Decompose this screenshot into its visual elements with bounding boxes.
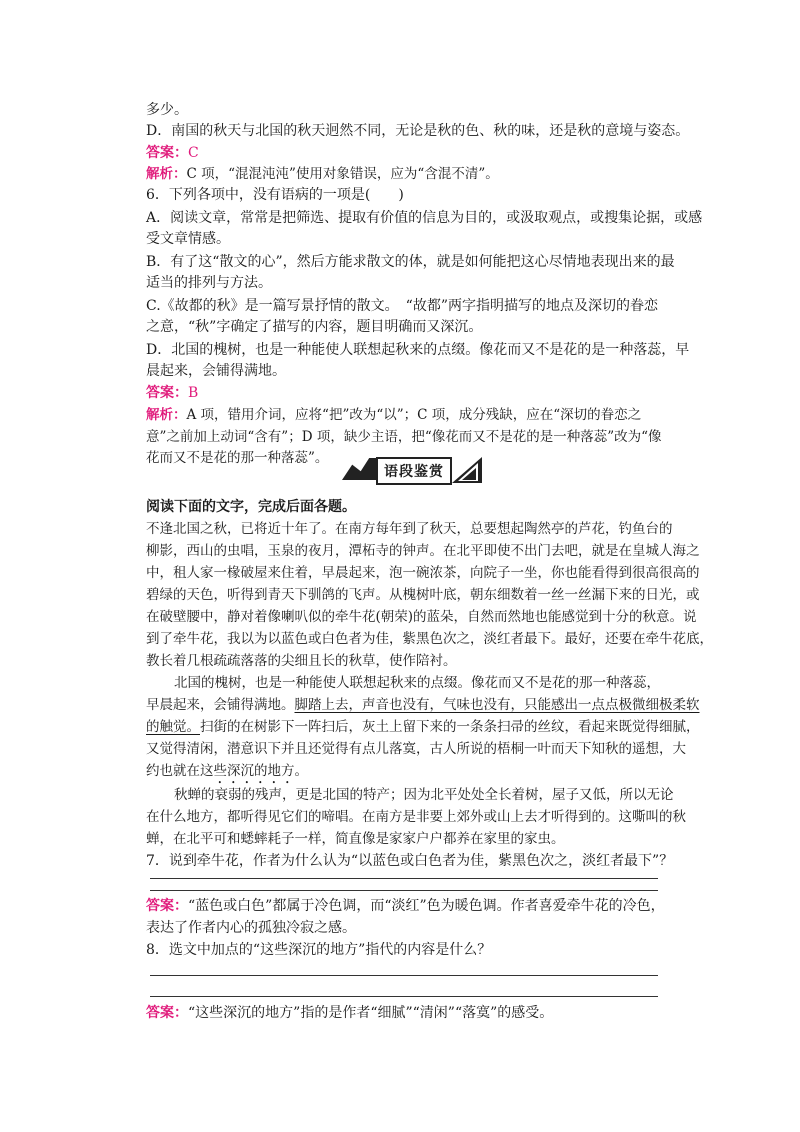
answer-blank-line bbox=[150, 890, 658, 891]
analysis-line bbox=[146, 405, 666, 425]
question-8: 8．选文中加点的“这些深沉的地方”指代的内容是什么？ bbox=[146, 942, 492, 958]
passage-text: 扫街的在树影下一阵扫后，灰土上留下来的一条条扫帚的丝纹，看起来既觉得细腻， bbox=[200, 719, 700, 735]
answer-blank-line bbox=[150, 996, 658, 997]
passage-line: 碧绿的天色，听得到青天下驯鸽的飞声。从槐树叶底，朝东细数着一丝一丝漏下来的日光，或 bbox=[146, 587, 700, 603]
analysis-label: 解析： bbox=[146, 407, 187, 423]
passage-line: 中，租人家一椽破屋来住着，早晨起来，泡一碗浓茶，向院子一坐，你也能看得到很高很高的 bbox=[146, 565, 700, 581]
answer-blank-line bbox=[150, 878, 658, 879]
answer-line bbox=[146, 143, 666, 163]
section-title: 语段鉴赏 bbox=[376, 457, 452, 485]
answer-value: B bbox=[188, 385, 199, 401]
answer-blank-line bbox=[150, 975, 658, 976]
section-banner bbox=[342, 455, 482, 483]
underlined-text: 的触觉。 bbox=[146, 719, 200, 735]
passage-line: 不逢北国之秋，已将近十年了。在南方每年到了秋天，总要想起陶然亭的芦花，钓鱼台的 bbox=[146, 521, 673, 537]
text-line: 多少。 bbox=[146, 102, 188, 118]
banner-decoration bbox=[452, 457, 482, 483]
answer-label: 答案： bbox=[146, 385, 188, 401]
answer-value: C bbox=[188, 145, 199, 161]
question-7: 7．说到牵牛花，作者为什么认为“以蓝色或白色者为佳，紫黑色次之，淡红者最下”？ bbox=[146, 853, 674, 869]
passage-line: 柳影，西山的虫唱，玉泉的夜月，潭柘寺的钟声。在北平即使不出门去吧，就是在皇城人海之 bbox=[146, 543, 700, 559]
passage-line bbox=[146, 717, 700, 737]
passage-line: 在什么地方，都听得见它们的啼唱。在南方是非要上郊外或山上去才听得到的。这嘶叫的秋 bbox=[146, 809, 686, 825]
option-c: C.《故都的秋》是一篇写景抒情的散文。 “故都”两字指明描写的地点及深切的眷恋 bbox=[146, 298, 658, 314]
passage-line: 在破壁腰中，静对着像喇叭似的牵牛花(朝荣)的蓝朵，自然而然地也能感觉到十分的秋意。说 bbox=[146, 609, 697, 625]
option-d: D．北国的槐树，也是一种能使人联想起秋来的点缀。像花而又不是花的是一种落蕊，早 bbox=[146, 342, 690, 358]
reading-instruction: 阅读下面的文字，完成后面各题。 bbox=[146, 499, 356, 515]
underlined-text: 脚踏上去，声音也没有，气味也没有，只能感出一点点极微细极柔软 bbox=[294, 697, 700, 713]
passage-line: 蝉，在北平可和蟋蟀耗子一样，简直像是家家户户都养在家里的家虫。 bbox=[146, 831, 565, 847]
analysis-label: 解析： bbox=[146, 166, 187, 182]
passage-line: 到了牵牛花，我以为以蓝色或白色者为佳，紫黑色次之，淡红者最下。最好，还要在牵牛花底， bbox=[146, 631, 713, 647]
option-b: B．有了这“散文的心”，然后方能求散文的体，就是如何能把这心尽情地表现出来的最 bbox=[146, 254, 675, 270]
passage-line: 秋蝉的衰弱的残声，更是北国的特产；因为北平处处全长着树，屋子又低，所以无论 bbox=[174, 787, 674, 803]
analysis-text: C 项，“混混沌沌”使用对象错误，应为“含混不清”。 bbox=[186, 166, 499, 182]
option-d: D．南国的秋天与北国的秋天迥然不同，无论是秋的色、秋的味，还是秋的意境与姿态。 bbox=[146, 123, 690, 139]
passage-text: 早晨起来，会铺得满地。 bbox=[146, 697, 295, 713]
answer-label: 答案： bbox=[146, 898, 188, 914]
question-6: 6．下列各项中，没有语病的一项是( ) bbox=[146, 187, 404, 203]
text-line: 适当的排列与方法。 bbox=[146, 275, 272, 291]
banner-decoration bbox=[342, 458, 376, 480]
analysis-text: 花而又不是花的那一种落蕊”。 bbox=[146, 450, 329, 466]
analysis-line bbox=[146, 164, 666, 184]
passage-line bbox=[146, 761, 666, 787]
passage-line: 又觉得清闲，潜意识下并且还觉得有点儿落寞，古人所说的梧桐一叶而天下知秋的遥想，大 bbox=[146, 741, 686, 757]
passage-line bbox=[146, 695, 700, 715]
analysis-text: A 项，错用介词，应将“把”改为“以”；C 项，成分残缺，应在“深切的眷恋之 bbox=[186, 407, 642, 423]
answer-label: 答案： bbox=[146, 1005, 188, 1021]
analysis-text: 意”之前加上动词“含有”；D 项，缺少主语，把“像花而又不是花的是一种落蕊”改为“像 bbox=[146, 429, 662, 445]
passage-line: 北国的槐树，也是一种能使人联想起秋来的点缀。像花而又不是花的那一种落蕊， bbox=[174, 675, 660, 691]
answer-line bbox=[146, 383, 666, 403]
dotted-text: 些深沉的地方 bbox=[213, 763, 295, 779]
text-line: 晨起来，会铺得满地。 bbox=[146, 363, 286, 379]
passage-text: 。 bbox=[294, 763, 308, 779]
answer-label: 答案： bbox=[146, 145, 188, 161]
passage-text: 约也就在这 bbox=[146, 763, 214, 779]
answer-text: “这些深沉的地方”指的是作者“细腻”“清闲”“落寞”的感受。 bbox=[188, 1005, 554, 1021]
answer-text: “蓝色或白色”都属于冷色调，而“淡红”色为暖色调。作者喜爱牵牛花的冷色， bbox=[188, 898, 665, 914]
answer-line bbox=[146, 896, 666, 916]
text-line: 受文章情感。 bbox=[146, 231, 230, 247]
answer-line bbox=[146, 1003, 666, 1023]
passage-line: 教长着几根疏疏落落的尖细且长的秋草，使作陪衬。 bbox=[146, 653, 457, 669]
text-line: 之意，“秋”字确定了描写的内容，题目明确而又深沉。 bbox=[146, 319, 483, 335]
option-a: A．阅读文章，常常是把筛选、提取有价值的信息为目的，或汲取观点，或搜集论据，或感 bbox=[146, 210, 703, 226]
answer-text: 表达了作者内心的孤独冷寂之感。 bbox=[146, 920, 356, 936]
